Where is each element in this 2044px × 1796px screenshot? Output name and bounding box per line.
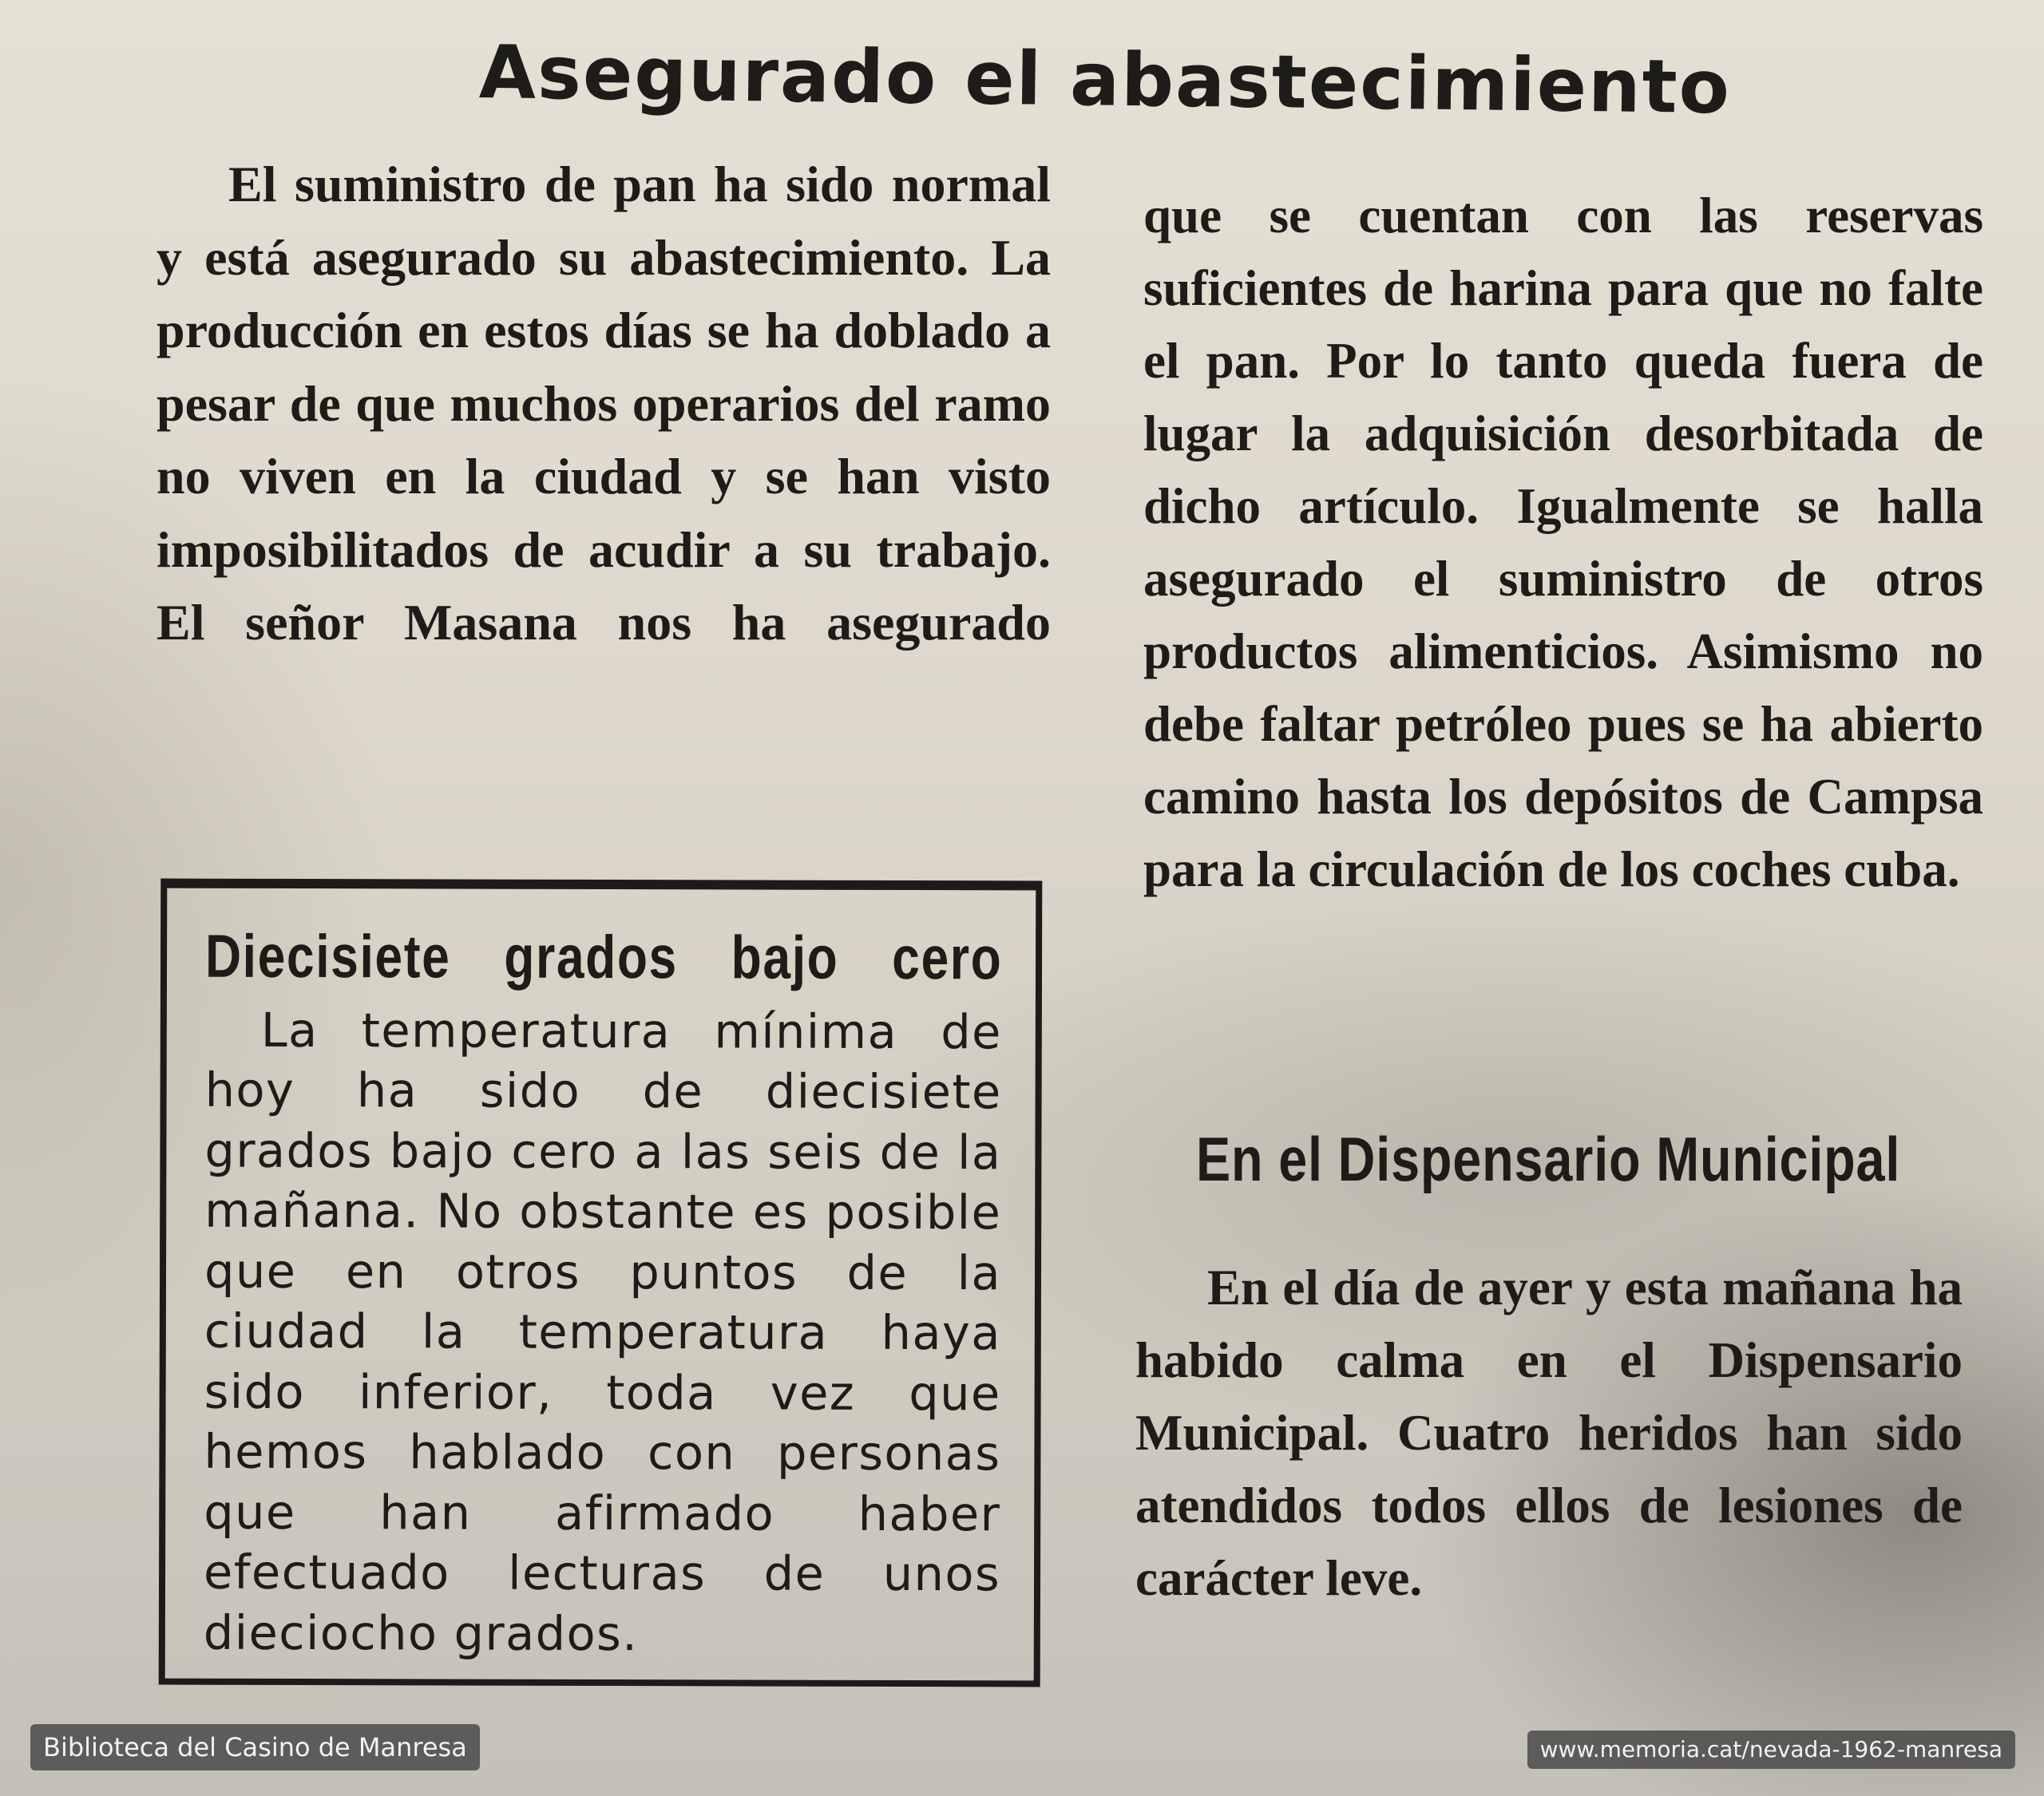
url-credit-badge: www.memoria.cat/nevada-1962-manresa (1527, 1731, 2015, 1769)
article-paragraph-right: que se cuentan con las reservas suficientes de harina para que no falte el pan. Por lo tanto queda fuera de lugar la adquisición desorbitada de dicho artículo. Igualmente se halla asegurado el suministro de otros productos alimenticios. Asimismo no debe faltar petróleo pues se ha abierto camino hasta los depósitos de Campsa para la circulación de los coches cuba. (1143, 188, 1983, 897)
headline: Asegurado el abastecimiento (478, 30, 1732, 131)
source-credit-badge: Biblioteca del Casino de Manresa (30, 1724, 480, 1770)
second-article-title: En el Dispensario Municipal (1196, 1124, 1901, 1194)
article-column-left (156, 148, 1051, 659)
article-column-right (1143, 180, 1983, 906)
second-article-body: En el día de ayer y esta mañana ha habido calma en el Dispensario Municipal. Cuatro heridos han sido atendidos todos ellos de lesiones de carácter leve. (1135, 1260, 1963, 1606)
article-paragraph-left: El suministro de pan ha sido normal y está asegurado su abastecimiento. La producción en estos días se ha doblado a pesar de que muchos operarios del ramo no viven en la ciudad y se han visto imposibilitados de acudir a su trabajo. El señor Masana nos ha asegurado (156, 156, 1051, 651)
boxed-article-body: La temperatura mínima de hoy ha sido de diecisiete grados bajo cero a las seis de la mañana. No obstante es posible que en otros puntos de la ciudad la temperatura haya sido inferior, toda vez que hemos hablado con personas que han afirmado haber efectuado lecturas de unos dieciocho grados. (203, 1002, 1002, 1661)
boxed-article-title: Diecisiete grados bajo cero (204, 922, 1003, 993)
boxed-article (159, 879, 1043, 1687)
